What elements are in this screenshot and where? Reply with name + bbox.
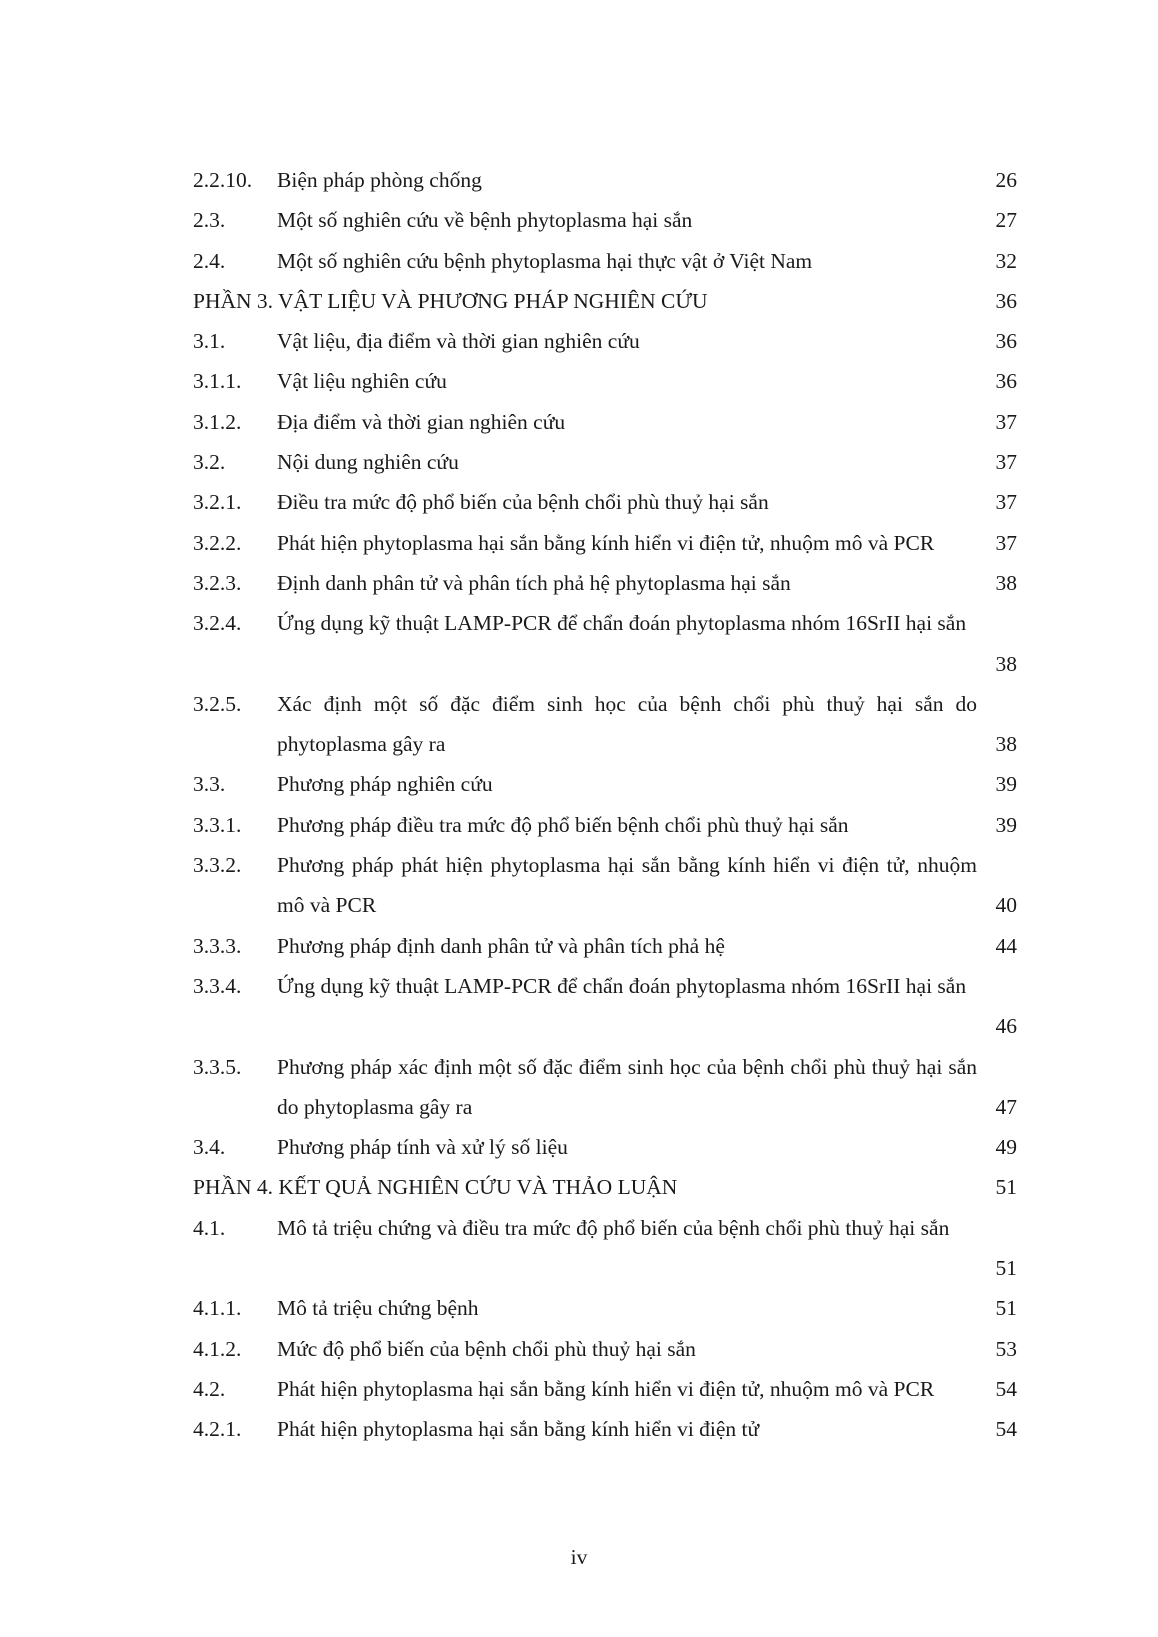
section-title: Phát hiện phytoplasma hại sắn bằng kính hiển vi điện tử	[277, 1417, 760, 1442]
table-of-contents	[193, 160, 1017, 1450]
part-title: PHẦN 4. KẾT QUẢ NGHIÊN CỨU VÀ THẢO LUẬN	[193, 1175, 678, 1200]
page-number: 40	[995, 893, 1017, 918]
page-number: 36	[995, 369, 1017, 394]
section-number: 4.1.2.	[193, 1336, 242, 1361]
section-title: Ứng dụng kỹ thuật LAMP-PCR để chẩn đoán phytoplasma nhóm 16SrII hại sắn	[277, 973, 967, 998]
section-number: 3.2.5.	[193, 691, 242, 716]
section-title: Phát hiện phytoplasma hại sắn bằng kính hiển vi điện tử, nhuộm mô và PCR	[277, 530, 935, 555]
section-number: 4.1.	[193, 1215, 226, 1240]
toc-entry-4-1[interactable]	[193, 1208, 1017, 1289]
page-number: 54	[995, 1376, 1017, 1401]
section-title: Biện pháp phòng chống	[277, 168, 482, 192]
page-number: 36	[995, 329, 1017, 354]
toc-entry-4-2[interactable]	[193, 1369, 1017, 1409]
section-title: Phát hiện phytoplasma hại sắn bằng kính hiển vi điện tử, nhuộm mô và PCR	[277, 1376, 935, 1401]
section-number: 2.2.10.	[193, 168, 253, 192]
page-number: 37	[995, 530, 1017, 555]
section-title: Phương pháp phát hiện phytoplasma hại sắn bằng kính hiển vi điện tử, nhuộm mô và PCR	[277, 853, 977, 918]
section-title: Ứng dụng kỹ thuật LAMP-PCR để chẩn đoán phytoplasma nhóm 16SrII hại sắn	[277, 611, 967, 636]
page-number: 27	[995, 208, 1017, 233]
page-number: 51	[995, 1296, 1017, 1321]
toc-part-4[interactable]	[193, 1167, 1017, 1207]
page-number: 51	[995, 1256, 1017, 1281]
section-number: 3.3.	[193, 772, 226, 797]
section-number: 3.2.2.	[193, 530, 242, 555]
section-title: Một số nghiên cứu bệnh phytoplasma hại thực vật ở Việt Nam	[277, 248, 813, 273]
section-number: 3.3.1.	[193, 812, 242, 837]
section-title: Vật liệu nghiên cứu	[277, 369, 447, 394]
section-number: 3.2.4.	[193, 611, 242, 636]
toc-entry-3-3-5[interactable]	[193, 1047, 1017, 1128]
toc-entry-3-2-1[interactable]	[193, 482, 1017, 522]
toc-entry-3-1[interactable]	[193, 321, 1017, 361]
page-number: 44	[995, 933, 1017, 958]
section-number: 4.2.	[193, 1376, 226, 1401]
section-title: Mô tả triệu chứng và điều tra mức độ phổ biến của bệnh chổi phù thuỷ hại sắn	[277, 1215, 950, 1240]
toc-entry-3-3-1[interactable]	[193, 805, 1017, 845]
toc-entry-3-3[interactable]	[193, 764, 1017, 804]
section-number: 3.3.5.	[193, 1054, 242, 1079]
section-number: 3.2.	[193, 450, 226, 475]
toc-entry-3-2-3[interactable]	[193, 563, 1017, 603]
page-number: 26	[995, 168, 1017, 192]
toc-entry-3-3-4[interactable]	[193, 966, 1017, 1047]
section-number: 4.1.1.	[193, 1296, 242, 1321]
section-number: 4.2.1.	[193, 1417, 242, 1442]
toc-entry-3-2-5[interactable]	[193, 684, 1017, 765]
page-number: 39	[995, 812, 1017, 837]
section-title: Vật liệu, địa điểm và thời gian nghiên cứu	[277, 329, 640, 354]
section-number: 2.3.	[193, 208, 226, 233]
section-number: 3.2.1.	[193, 490, 242, 515]
page-footer-number: iv	[570, 1545, 588, 1569]
toc-entry-4-1-1[interactable]	[193, 1288, 1017, 1328]
section-title: Mức độ phổ biến của bệnh chổi phù thuỷ hại sắn	[277, 1336, 696, 1361]
page-number: 46	[995, 1014, 1017, 1039]
page-number: 37	[995, 490, 1017, 515]
section-title: Địa điểm và thời gian nghiên cứu	[277, 409, 566, 434]
page-number: 36	[995, 288, 1017, 313]
section-title: Một số nghiên cứu về bệnh phytoplasma hại sắn	[277, 208, 693, 233]
toc-entry-2-4[interactable]	[193, 241, 1017, 281]
toc-entry-3-2-4[interactable]	[193, 603, 1017, 684]
page-number: 38	[995, 732, 1017, 757]
toc-entry-2-2-10[interactable]	[193, 160, 1017, 200]
section-number: 3.3.2.	[193, 853, 242, 878]
toc-entry-3-4[interactable]	[193, 1127, 1017, 1167]
section-number: 3.1.1.	[193, 369, 242, 394]
toc-entry-4-2-1[interactable]	[193, 1409, 1017, 1449]
toc-part-3[interactable]	[193, 281, 1017, 321]
section-number: 3.2.3.	[193, 570, 242, 595]
toc-entry-2-3[interactable]	[193, 200, 1017, 240]
page-number: 37	[995, 450, 1017, 475]
part-title: PHẦN 3. VẬT LIỆU VÀ PHƯƠNG PHÁP NGHIÊN CỨU	[193, 288, 708, 313]
page-number: 32	[995, 248, 1017, 273]
page-number: 49	[995, 1135, 1017, 1160]
section-number: 3.1.	[193, 329, 226, 354]
page-number: 38	[995, 570, 1017, 595]
page-number: 53	[995, 1336, 1017, 1361]
section-number: 3.3.3.	[193, 933, 242, 958]
section-title: Phương pháp tính và xử lý số liệu	[277, 1135, 568, 1160]
page-number: 37	[995, 409, 1017, 434]
section-number: 2.4.	[193, 248, 226, 273]
section-number: 3.1.2.	[193, 409, 242, 434]
page-number: 51	[995, 1175, 1017, 1200]
toc-entry-3-2-2[interactable]	[193, 523, 1017, 563]
toc-entry-3-1-2[interactable]	[193, 402, 1017, 442]
section-number: 3.4.	[193, 1135, 226, 1160]
section-title: Nội dung nghiên cứu	[277, 450, 459, 475]
toc-entry-3-2[interactable]	[193, 442, 1017, 482]
page-number: 54	[995, 1417, 1017, 1442]
section-title: Định danh phân tử và phân tích phả hệ phytoplasma hại sắn	[277, 570, 791, 595]
toc-entry-3-3-3[interactable]	[193, 926, 1017, 966]
section-title: Mô tả triệu chứng bệnh	[277, 1296, 479, 1321]
section-title: Phương pháp xác định một số đặc điểm sinh học của bệnh chổi phù thuỷ hại sắn do phytoplasma gây ra	[277, 1054, 977, 1119]
toc-entry-3-1-1[interactable]	[193, 361, 1017, 401]
section-title: Điều tra mức độ phổ biến của bệnh chổi phù thuỷ hại sắn	[277, 490, 769, 515]
toc-entry-4-1-2[interactable]	[193, 1329, 1017, 1369]
page-number: 47	[995, 1094, 1017, 1119]
page-number: 39	[995, 772, 1017, 797]
section-title: Xác định một số đặc điểm sinh học của bệnh chổi phù thuỷ hại sắn do phytoplasma gây ra	[277, 691, 977, 757]
section-title: Phương pháp điều tra mức độ phổ biến bệnh chổi phù thuỷ hại sắn	[277, 812, 849, 837]
section-title: Phương pháp nghiên cứu	[277, 772, 493, 797]
section-number: 3.3.4.	[193, 973, 242, 998]
toc-entry-3-3-2[interactable]	[193, 845, 1017, 926]
page-number: 38	[995, 651, 1017, 676]
section-title: Phương pháp định danh phân tử và phân tích phả hệ	[277, 933, 725, 958]
